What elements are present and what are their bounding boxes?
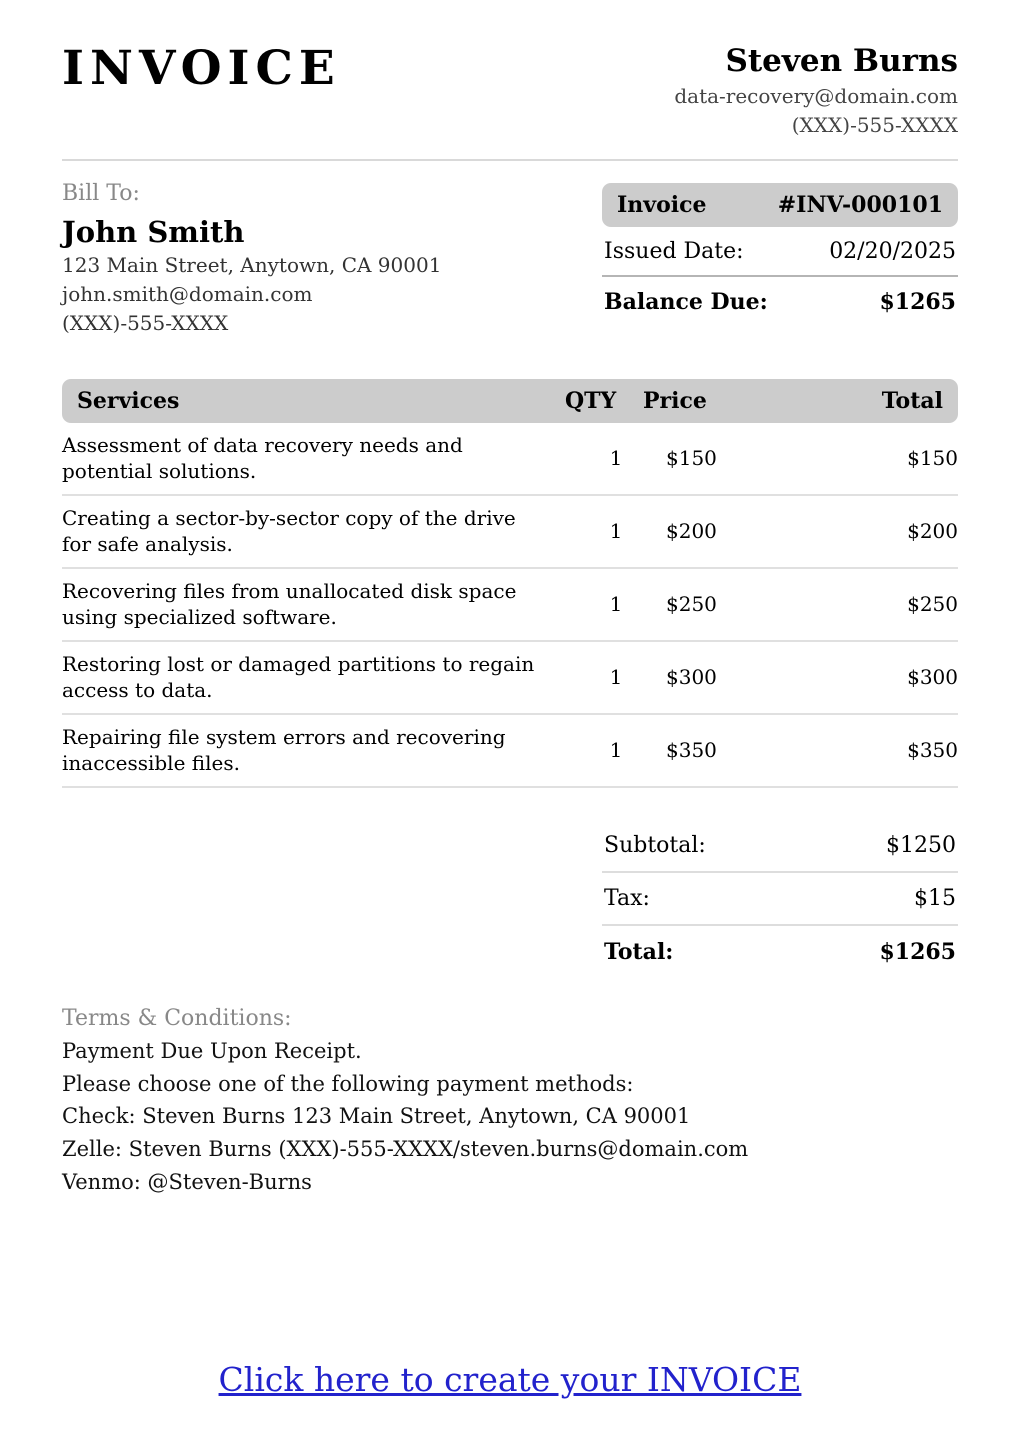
table-row — [62, 496, 958, 569]
balance-due-label: Balance Due: — [604, 288, 768, 315]
tax-row — [602, 873, 958, 926]
client-phone: (XXX)-555-XXXX — [62, 310, 229, 335]
service-price: $250 — [666, 592, 717, 617]
invoice-meta-box — [602, 183, 958, 337]
table-row — [62, 715, 958, 788]
issued-date-value: 02/20/2025 — [829, 238, 956, 264]
invoice-label: Invoice — [617, 191, 707, 218]
balance-due-value: $1265 — [879, 288, 956, 315]
business-email: data-recovery@domain.com — [674, 83, 958, 108]
terms-line: Zelle: Steven Burns (XXX)-555-XXXX/steven.burns@domain.com — [62, 1137, 749, 1162]
footer-cta-container — [0, 1360, 1020, 1399]
service-description: Assessment of data recovery needs and potential solutions. — [62, 433, 463, 484]
total-label: Total: — [604, 939, 674, 966]
table-row — [62, 569, 958, 642]
table-row — [62, 642, 958, 715]
billing-section — [62, 179, 958, 337]
balance-due-row — [602, 277, 958, 326]
tax-label: Tax: — [604, 886, 650, 912]
services-table-header — [62, 379, 958, 424]
issued-date-label: Issued Date: — [604, 238, 744, 264]
service-qty: 1 — [609, 446, 623, 471]
client-email: john.smith@domain.com — [62, 281, 313, 306]
header-divider — [62, 159, 958, 161]
terms-line: Please choose one of the following payment methods: — [62, 1071, 634, 1096]
service-qty: 1 — [609, 665, 623, 690]
service-total: $300 — [907, 665, 958, 690]
page-title: INVOICE — [62, 41, 341, 96]
service-total: $200 — [907, 519, 958, 544]
subtotal-value: $1250 — [886, 833, 956, 859]
client-name: John Smith — [62, 214, 245, 249]
business-phone: (XXX)-555-XXXX — [791, 112, 958, 137]
service-description: Recovering files from unallocated disk space using specialized software. — [62, 579, 517, 630]
terms-line: Payment Due Upon Receipt. — [62, 1039, 362, 1064]
service-description: Creating a sector-by-sector copy of the drive for safe analysis. — [62, 506, 516, 557]
services-header-label: Services — [77, 387, 180, 414]
subtotal-label: Subtotal: — [604, 833, 706, 859]
terms-section — [62, 1002, 958, 1198]
client-address: 123 Main Street, Anytown, CA 90001 — [62, 252, 442, 277]
create-invoice-link[interactable]: Click here to create your INVOICE — [218, 1360, 802, 1399]
price-header-label: Price — [643, 388, 707, 415]
business-name: Steven Burns — [725, 43, 958, 79]
table-row — [62, 423, 958, 496]
services-table — [62, 379, 958, 789]
tax-value: $15 — [914, 886, 956, 912]
service-qty: 1 — [609, 519, 623, 544]
document-header — [62, 42, 958, 139]
service-price: $350 — [666, 738, 717, 763]
service-total: $150 — [907, 446, 958, 471]
subtotal-row — [602, 820, 958, 873]
bill-to-label: Bill To: — [62, 180, 140, 206]
service-price: $300 — [666, 665, 717, 690]
total-value: $1265 — [879, 939, 956, 966]
qty-header-label: QTY — [565, 388, 617, 415]
service-qty: 1 — [609, 738, 623, 763]
business-info — [674, 42, 958, 139]
service-qty: 1 — [609, 592, 623, 617]
summary-block — [602, 820, 958, 978]
service-price: $200 — [666, 519, 717, 544]
invoice-meta-header — [602, 183, 958, 227]
bill-to-block — [62, 179, 441, 337]
service-total: $350 — [907, 738, 958, 763]
terms-line: Venmo: @Steven-Burns — [62, 1169, 312, 1194]
service-description: Restoring lost or damaged partitions to regain access to data. — [62, 652, 535, 703]
total-row — [602, 926, 958, 978]
terms-heading: Terms & Conditions: — [62, 1006, 292, 1032]
service-price: $150 — [666, 446, 717, 471]
service-total: $250 — [907, 592, 958, 617]
issued-date-row — [602, 227, 958, 277]
invoice-number: #INV-000101 — [777, 191, 943, 218]
total-header-label: Total — [881, 388, 943, 415]
service-description: Repairing file system errors and recovering inaccessible files. — [62, 725, 506, 776]
terms-line: Check: Steven Burns 123 Main Street, Anytown, CA 90001 — [62, 1104, 691, 1129]
